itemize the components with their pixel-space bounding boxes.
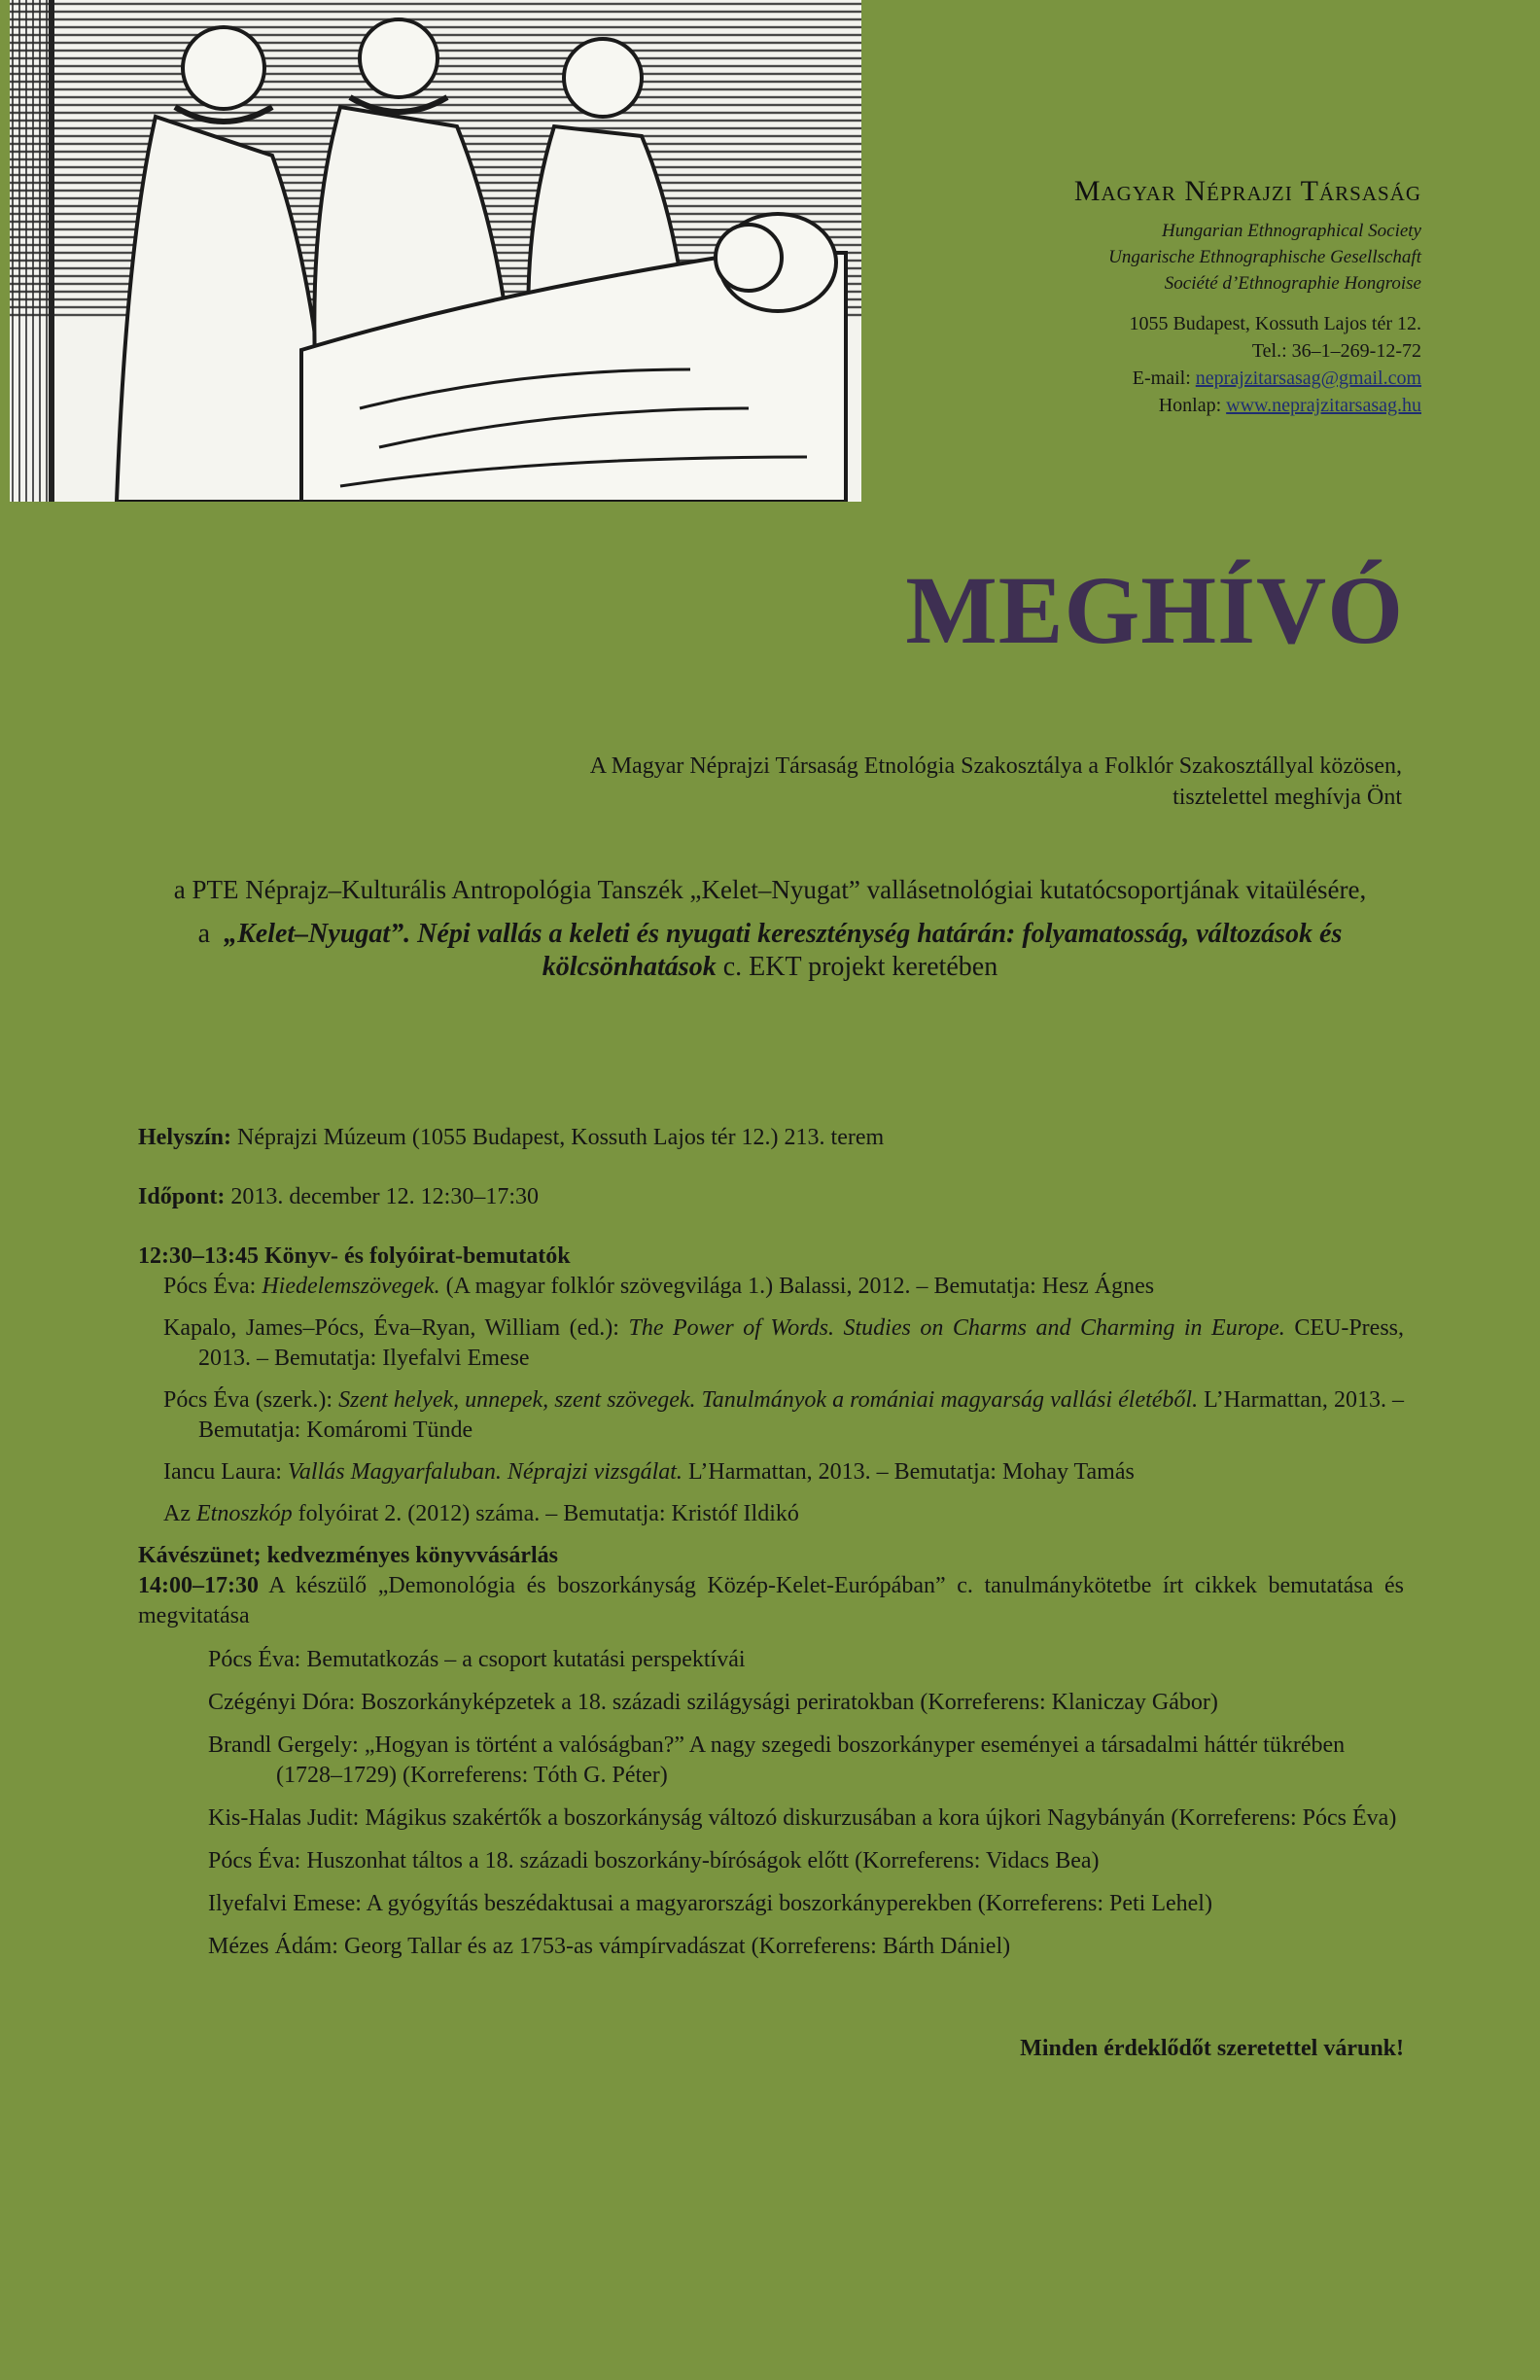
project-prefix: a — [197, 919, 211, 949]
item-author: Iancu Laura: — [163, 1459, 282, 1485]
session-2-time: 14:00–17:30 — [138, 1573, 259, 1598]
organization-header — [721, 175, 1421, 419]
org-name: Magyar Néprajzi Társaság — [1073, 175, 1421, 207]
org-name-de: Ungarische Ethnographische Gesellschaft — [1108, 247, 1421, 267]
org-contact — [721, 310, 1421, 419]
closing-line: Minden érdeklődőt szeretettel várunk! — [1020, 2036, 1404, 2061]
web-link[interactable]: www.neprajzitarsasag.hu — [1226, 395, 1421, 416]
item-details: folyóirat 2. (2012) száma. – Bemutatja: Kristóf Ildikó — [298, 1501, 799, 1526]
session-1-time: 12:30–13:45 — [138, 1243, 259, 1269]
item-author: Pócs Éva: — [163, 1274, 257, 1299]
email-label: E-mail: — [1132, 368, 1191, 389]
time-row — [138, 1182, 1404, 1212]
venue-value: Néprajzi Múzeum (1055 Budapest, Kossuth Lajos tér 12.) 213. terem — [237, 1125, 885, 1150]
venue-row — [138, 1123, 1404, 1153]
org-phone: Tel.: 36–1–269-12-72 — [1251, 340, 1421, 362]
list-item: Brandl Gergely: „Hogyan is történt a valóságban?” A nagy szegedi boszorkányper eseményei a társadalmi háttér tükrében (1728–1729) (Korreferens: Tóth G. Péter) — [208, 1732, 1346, 1788]
item-author: Az — [163, 1501, 191, 1526]
item-author: Pócs Éva (szerk.): — [163, 1387, 333, 1413]
list-item: Pócs Éva: Bemutatkozás – a csoport kutatási perspektívái — [208, 1647, 746, 1672]
list-item: Czégényi Dóra: Boszorkányképzetek a 18. századi szilágysági periratokban (Korreferens: Klaniczay Gábor) — [208, 1690, 1218, 1715]
org-name-en: Hungarian Ethnographical Society — [1161, 221, 1421, 241]
session-2-heading — [138, 1571, 1404, 1631]
list-item: Mézes Ádám: Georg Tallar és az 1753-as vámpírvadászat (Korreferens: Bárth Dániel) — [208, 1934, 1011, 1959]
project-description — [136, 873, 1404, 984]
item-details: CEU-Press, 2013. – Bemutatja: Ilyefalvi Emese — [198, 1315, 1404, 1371]
web-label: Honlap: — [1158, 395, 1222, 416]
org-web-row — [721, 392, 1421, 419]
list-item — [138, 1313, 1404, 1374]
org-name-fr: Société d’Ethnographie Hongroise — [1164, 273, 1421, 294]
org-address: 1055 Budapest, Kossuth Lajos tér 12. — [1129, 313, 1421, 334]
project-line-1: a PTE Néprajz–Kulturális Antropológia Tanszék „Kelet–Nyugat” vallásetnológiai kutatócsoportjának vitaülésére, — [173, 875, 1367, 904]
project-title: „Kelet–Nyugat”. Népi vallás a keleti és nyugati kereszténység határán: folyamatosság, változások és kölcsönhatások — [224, 919, 1343, 982]
item-work: Vallás Magyarfaluban. Néprajzi vizsgálat. — [287, 1459, 682, 1485]
coffee-break: Kávészünet; kedvezményes könyvvásárlás — [138, 1543, 558, 1568]
venue-label: Helyszín: — [138, 1125, 231, 1150]
list-item — [138, 1457, 1404, 1488]
list-item — [138, 1385, 1404, 1446]
item-work: Hiedelemszövegek. — [262, 1274, 440, 1299]
intro-text — [332, 751, 1402, 813]
list-item — [138, 1499, 1404, 1529]
org-email-row — [721, 365, 1421, 392]
item-author: Kapalo, James–Pócs, Éva–Ryan, William (ed.): — [163, 1315, 619, 1341]
session-2-title: A készülő „Demonológia és boszorkányság Közép-Kelet-Európában” c. tanulmánykötetbe írt cikkek bemutatása és megvitatása — [138, 1573, 1404, 1628]
item-work: Etnoszkóp — [195, 1501, 293, 1526]
item-work: Szent helyek, unnepek, szent szövegek. Tanulmányok a romániai magyarság vallási életéből. — [338, 1387, 1199, 1413]
item-details: L’Harmattan, 2013. – Bemutatja: Mohay Tamás — [687, 1459, 1135, 1485]
session-1-heading — [138, 1242, 1404, 1272]
session-1-list — [138, 1272, 1404, 1529]
session-2-list — [138, 1645, 1404, 1962]
event-details — [138, 1123, 1404, 2064]
project-suffix: c. EKT projekt keretében — [722, 952, 998, 982]
invitation-title: MEGHÍVÓ — [905, 556, 1404, 664]
project-line-2 — [136, 918, 1404, 984]
item-details: L’Harmattan, 2013. – Bemutatja: Komáromi Tünde — [198, 1387, 1405, 1443]
time-value: 2013. december 12. 12:30–17:30 — [230, 1184, 539, 1209]
list-item: Ilyefalvi Emese: A gyógyítás beszédaktusai a magyarországi boszorkányperekben (Korreferens: Peti Lehel) — [208, 1891, 1212, 1916]
email-link[interactable]: neprajzitarsasag@gmail.com — [1195, 368, 1421, 389]
session-1-title: Könyv- és folyóirat-bemutatók — [263, 1243, 571, 1269]
time-label: Időpont: — [138, 1184, 226, 1209]
intro-line-2: tisztelettel meghívja Önt — [1172, 785, 1402, 810]
item-work: The Power of Words. Studies on Charms and Charming in Europe. — [628, 1315, 1285, 1341]
list-item: Pócs Éva: Huszonhat táltos a 18. századi boszorkány-bíróságok előtt (Korreferens: Vidacs Bea) — [208, 1848, 1100, 1873]
list-item — [138, 1272, 1404, 1302]
intro-line-1: A Magyar Néprajzi Társaság Etnológia Szakosztálya a Folklór Szakosztállyal közösen, — [589, 753, 1402, 779]
list-item: Kis-Halas Judit: Mágikus szakértők a boszorkányság változó diskurzusában a kora újkori Nagybányán (Korreferens: Pócs Éva) — [208, 1805, 1397, 1831]
item-details: (A magyar folklór szövegvilága 1.) Balassi, 2012. – Bemutatja: Hesz Ágnes — [445, 1274, 1155, 1299]
